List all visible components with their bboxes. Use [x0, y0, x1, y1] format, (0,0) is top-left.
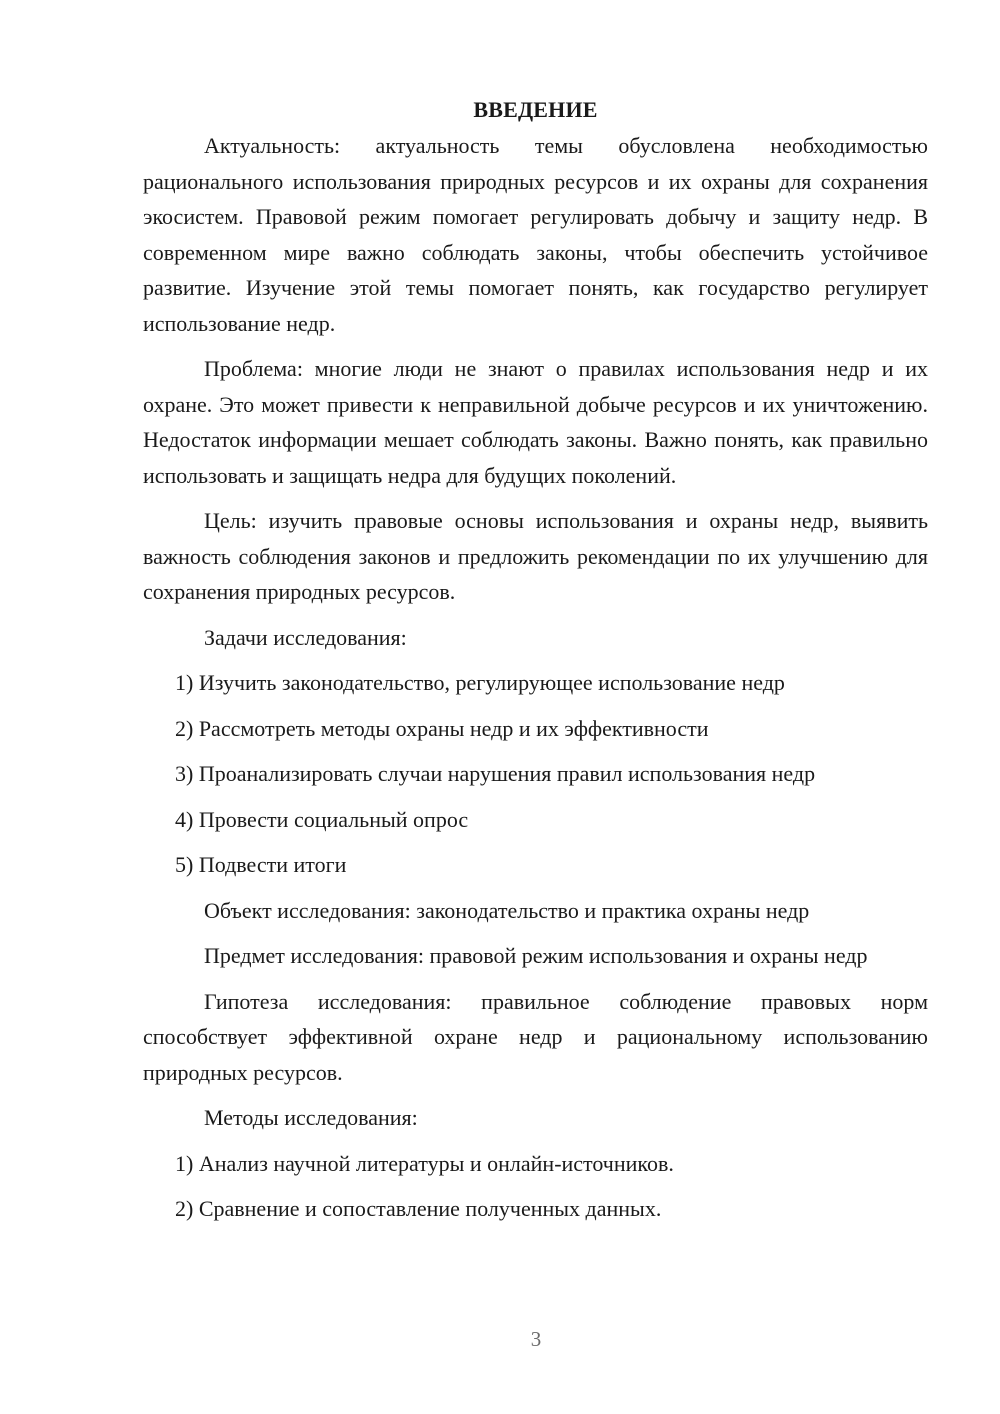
document-page: [143, 93, 928, 1237]
subject-paragraph: Предмет исследования: правовой режим использования и охраны недр: [204, 943, 868, 968]
page-title: ВВЕДЕНИЕ: [473, 97, 598, 122]
method-item: 2) Сравнение и сопоставление полученных данных.: [175, 1196, 662, 1221]
tasks-heading: Задачи исследования:: [204, 624, 407, 650]
problem-paragraph: Проблема: многие люди не знают о правилах использования недр и их охране. Это может привести к неправильной добыче ресурсов и их уничтожению. Недостаток информации мешает соблюдать законы. Важно понять, как правильно использовать и защищать недра для будущих поколений.: [143, 356, 928, 488]
method-item: 1) Анализ научной литературы и онлайн-источников.: [175, 1150, 674, 1176]
goal-paragraph: Цель: изучить правовые основы использования и охраны недр, выявить важность соблюдения законов и предложить рекомендации по их улучшению для сохранения природных ресурсов.: [143, 508, 928, 604]
task-item: 5) Подвести итоги: [175, 852, 347, 877]
methods-heading: Методы исследования:: [204, 1105, 418, 1130]
task-item: 2) Рассмотреть методы охраны недр и их эффективности: [175, 715, 709, 741]
task-item: 1) Изучить законодательство, регулирующее использование недр: [175, 670, 785, 695]
hypothesis-paragraph: Гипотеза исследования: правильное соблюдение правовых норм способствует эффективной охране недр и рациональному использованию природных ресурсов.: [143, 988, 928, 1085]
methods-list: [143, 1146, 928, 1227]
relevance-paragraph: Актуальность: актуальность темы обусловлена необходимостью рационального использования природных ресурсов и их охраны для сохранения экосистем. Правовой режим помогает регулировать добычу и защиту недр. В современном мире важно соблюдать законы, чтобы обеспечить устойчивое развитие. Изучение этой темы помогает понять, как государство регулирует использование недр.: [143, 133, 928, 336]
tasks-list: [143, 665, 928, 883]
object-paragraph: Объект исследования: законодательство и практика охраны недр: [204, 897, 810, 923]
task-item: 3) Проанализировать случаи нарушения правил использования недр: [175, 761, 816, 786]
task-item: 4) Провести социальный опрос: [175, 806, 469, 832]
page-number: 3: [530, 1327, 542, 1351]
